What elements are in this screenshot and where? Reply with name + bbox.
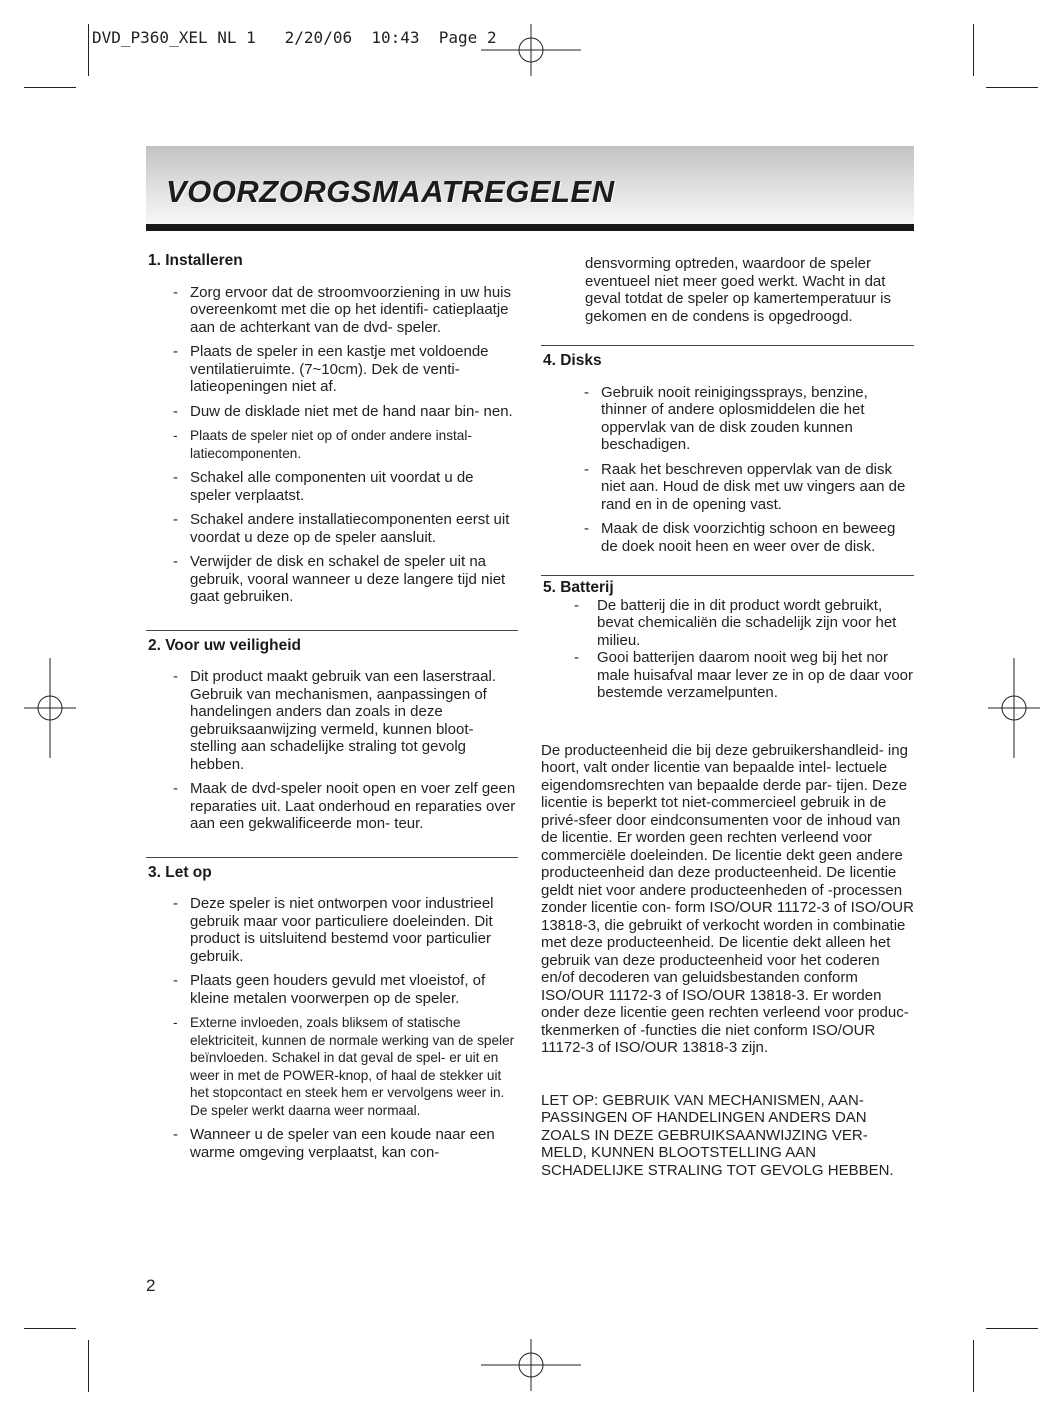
page-title: VOORZORGSMAATREGELEN — [166, 174, 615, 209]
section-divider — [541, 345, 914, 346]
crop-mark-bottom-right-h — [986, 1328, 1038, 1329]
section-letop — [146, 864, 518, 1162]
list-item: - Gebruik nooit reinigingssprays, benzine, thinner of andere oplosmiddelen die het oppervlak van de disk zouden kunnen beschadigen. — [584, 384, 914, 454]
section-installeren — [146, 252, 518, 606]
list-item: - Deze speler is niet ontworpen voor industrieel gebruik maar voor particuliere doeleinden. Dit product is uitsluitend bestemd voor particulier gebruik. — [173, 895, 518, 965]
registration-mark-top-icon — [481, 20, 581, 80]
item-list — [146, 668, 518, 833]
list-item: - Wanneer u de speler van een koude naar een warme omgeving verplaatst, kan con- — [173, 1126, 518, 1161]
item-list — [146, 284, 518, 606]
list-item: - Schakel andere installatiecomponenten eerst uit voordat u deze op de speler aansluit. — [173, 511, 518, 546]
crop-mark-top-left-h — [24, 87, 76, 88]
list-item: - Maak de disk voorzichtig schoon en beweeg de doek nooit heen en weer over de disk. — [584, 520, 914, 555]
list-item: - De batterij die in dit product wordt gebruikt, bevat chemicaliën die schadelijk zijn voor het milieu. — [574, 597, 914, 650]
section-heading: 1. Installeren — [148, 252, 243, 269]
list-item: - Dit product maakt gebruik van een laserstraal. Gebruik van mechanismen, aanpassingen of handelingen anders dan zoals in deze gebruiksaanwijzing vermeld, kunnen bloot- stelling aan schadelijke straling tot gevolg hebben. — [173, 668, 518, 773]
list-item: - Gooi batterijen daarom nooit weg bij het nor male huisafval maar lever ze in op de daar voor bestemde verzamelpunten. — [574, 649, 914, 702]
section-veiligheid — [146, 637, 518, 833]
crop-mark-bottom-left-v — [88, 1340, 89, 1392]
item-list — [146, 895, 518, 1161]
section-batterij — [541, 579, 914, 702]
crop-mark-top-left-v — [88, 24, 89, 76]
section-heading: 4. Disks — [543, 352, 602, 369]
title-underline-bar — [146, 224, 914, 231]
registration-mark-bottom-icon — [481, 1335, 581, 1395]
list-item: - Plaats de speler in een kastje met voldoende ventilatieruimte. (7~10cm). Dek de venti- latieopeningen niet af. — [173, 343, 518, 396]
list-item: - Maak de dvd-speler nooit open en voer zelf geen reparaties uit. Laat onderhoud en reparaties over aan een gekwalificeerde mon- teur. — [173, 780, 518, 833]
letop-continuation: densvorming optreden, waardoor de speler eventueel niet meer goed werkt. Wacht in dat geval totdat de speler op kamertemperatuur is gekomen en de condens is opgedroogd. — [585, 255, 891, 325]
item-list — [541, 597, 914, 702]
crop-mark-bottom-left-h — [24, 1328, 76, 1329]
right-column — [541, 255, 914, 1179]
section-disks — [541, 352, 914, 555]
print-slug: DVD_P360_XEL NL 1 2/20/06 10:43 Page 2 — [92, 28, 497, 47]
warning-paragraph: LET OP: GEBRUIK VAN MECHANISMEN, AAN- PASSINGEN OF HANDELINGEN ANDERS DAN ZOALS IN DEZE GEBRUIKSAANWIJZING VER- MELD, KUNNEN BLOOTSTELLING AAN SCHADELIJKE STRALING TOT GEVOLG HEBBEN. — [541, 1091, 894, 1179]
crop-mark-bottom-right-v — [973, 1340, 974, 1392]
section-divider — [146, 630, 518, 631]
list-item: - Plaats geen houders gevuld met vloeistof, of kleine metalen voorwerpen op de speler. — [173, 972, 518, 1007]
crop-mark-top-right-v — [973, 24, 974, 76]
item-list — [541, 384, 914, 556]
crop-mark-top-right-h — [986, 87, 1038, 88]
license-paragraph: De producteenheid die bij deze gebruikershandleid- ing hoort, valt onder licentie van bepaalde intel- lectuele eigendomsrechten van bepaalde derde par- tijen. Deze licentie is beperkt tot niet-commercieel gebruik in de privé-sfeer door eindconsumenten voor de inhoud van de licentie. Er worden geen rechten verleend voor commerciële doeleinden. De licentie dekt geen andere producteenheid dan deze producteenheid. De licentie geldt niet voor andere producteenheden of -processen zonder licentie con- form ISO/OUR 11172-3 of ISO/OUR 13818-3, die gebruikt of verkocht worden in combinatie met deze producteenheid. De licentie dekt alleen het gebruik van deze producteenheid voor het coderen en/of decoderen van geluidsbestanden conform ISO/OUR 11172-3 of ISO/OUR 13818-3. Er worden onder deze licentie geen rechten verleend voor produc- tkenmerken of -functies die niet conform ISO/OUR 11172-3 of ISO/OUR 13818-3 zijn. — [541, 741, 914, 1056]
list-item: - Zorg ervoor dat de stroomvoorziening in uw huis overeenkomt met die op het identifi- catieplaatje aan de achterkant van de dvd- speler. — [173, 284, 518, 337]
section-heading: 3. Let op — [148, 863, 212, 881]
registration-mark-left-icon — [20, 658, 80, 758]
list-item: - Raak het beschreven oppervlak van de disk niet aan. Houd de disk met uw vingers aan de rand en in de opening vast. — [584, 461, 914, 514]
section-divider — [146, 857, 518, 858]
list-item: - Plaats de speler niet op of onder andere instal- latiecomponenten. — [173, 427, 518, 462]
list-item: - Duw de disklade niet met de hand naar bin- nen. — [173, 403, 518, 421]
list-item: - Schakel alle componenten uit voordat u de speler verplaatst. — [173, 469, 518, 504]
registration-mark-right-icon — [984, 658, 1044, 758]
section-divider — [541, 575, 914, 576]
section-heading: 2. Voor uw veiligheid — [148, 636, 302, 654]
left-column — [146, 252, 518, 1168]
list-item: - Externe invloeden, zoals bliksem of statische elektriciteit, kunnen de normale werking van de speler beïnvloeden. Schakel in dat geval de spel- er uit en weer in met de POWER-knop, of haal de stekker uit het stopcontact en steek hem er vervolgens weer in. De speler werkt daarna weer normaal. — [173, 1014, 518, 1119]
list-item: - Verwijder de disk en schakel de speler uit na gebruik, vooral wanneer u deze langere tijd niet gaat gebruiken. — [173, 553, 518, 606]
page-number: 2 — [146, 1276, 156, 1295]
section-heading: 5. Batterij — [543, 579, 614, 596]
